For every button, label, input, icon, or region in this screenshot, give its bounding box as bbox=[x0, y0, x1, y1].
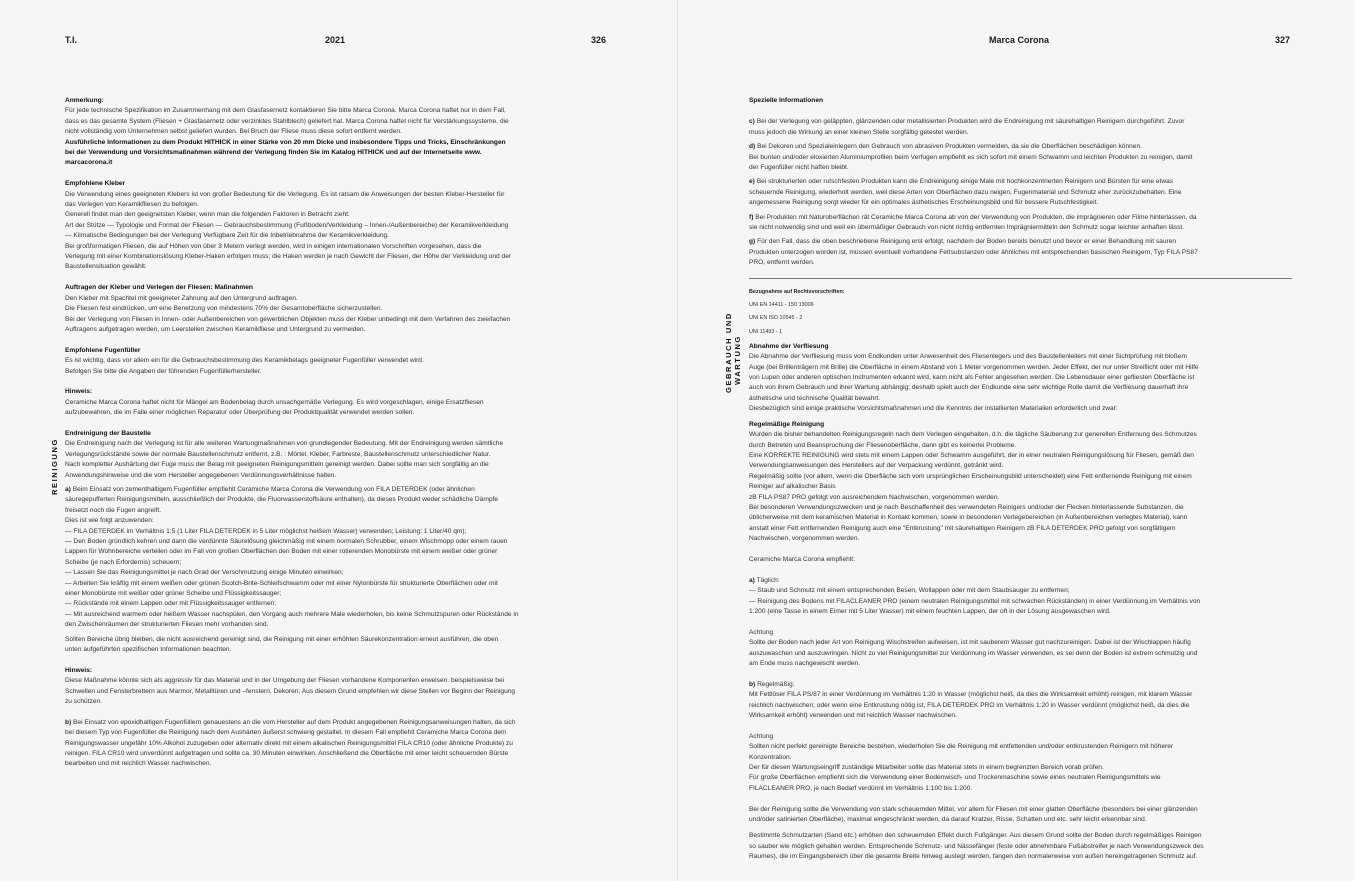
text-line: ästhetische und technische Qualität bewahrt. bbox=[749, 394, 881, 402]
scheuernd-block bbox=[749, 805, 1292, 826]
text-line: — FILA DETERDEK im Verhältnis 1:5 (1 Liter FILA DETERDEK in 5 Liter möglichst heißem Wasser) verwenden; Leistung: 1 Liter/40 qm); bbox=[65, 527, 467, 535]
text-line: bearbeiten und mit reichlich Wasser nachwischen. bbox=[65, 760, 212, 768]
text-line: Bei großformatigen Fliesen, die auf Höhen von über 3 Metern verlegt werden, wird in einigen internationalen Vorschriften vorgesehen, dass die bbox=[65, 242, 482, 250]
left-body bbox=[65, 96, 605, 770]
text-line-bold: marcacorona.it bbox=[65, 159, 113, 167]
text-line-bold: bei der Verwendung und Vorsichtsmaßnahmen während der Verlegung finden Sie im Katalog HITHICK und auf der Internetseite www. bbox=[65, 149, 482, 157]
hinweis-block bbox=[65, 387, 605, 418]
text-line: Sollten nicht perfekt gereinigte Bereiche bestehen, wiederholen Sie die Reinigung mit entfettenden und/oder entkrustenden Reinigern mit höherer bbox=[749, 743, 1174, 751]
text-line: Auftragens aufgetragen werden, um Leerstellen zwischen Keramikfliese und Untergrund zu vermeiden. bbox=[65, 325, 366, 333]
text-line: Auge (bei Brillenträgern mit Brille) die Oberfläche in einem Abstand von 1 Meter vorgenommen werden. Jeder Effekt, der nur unter Streiflicht oder mit Hilfe bbox=[749, 363, 1199, 371]
text-line: zB FILA PS87 PRO gefolgt von ausreichendem Nachwischen, vorgenommen werden. bbox=[749, 493, 1000, 501]
right-page bbox=[678, 0, 1355, 881]
text-line: am Ende muss nachgewischt werden. bbox=[749, 660, 861, 667]
text-line: bei diesem Typ von Fugenfüller die Reinigung nach dem Aushärten äußerst schwierig gestaltet. In diesem Fall empfiehlt Ceramiche Marca Corona dem bbox=[65, 729, 507, 737]
norm-line: UNI EN 14411 - 150 13006 bbox=[749, 302, 814, 309]
text-line: Eine KORREKTE REINIGUNG wird stets mit einem Lappen oder Schwamm ausgeführt, der in einer neutralen Reinigungslösung für Fliesen, gemäß den bbox=[749, 451, 1194, 459]
anmerkung-title: Anmerkung: bbox=[65, 97, 104, 104]
text-line bbox=[749, 237, 1292, 247]
text-span: Regelmäßig: bbox=[755, 680, 795, 688]
item-label: e) bbox=[749, 178, 755, 186]
text-line: so sauber wie möglich gehalten werden. Entsprechende Schmutz- und Nässefänger (feste oder abnehmbare Fußabstreifer je nach Verwendungszweck des bbox=[749, 842, 1204, 850]
header-brand: Marca Corona bbox=[989, 35, 1050, 45]
spezielle-title: Spezielle Informationen bbox=[749, 97, 824, 104]
text-line bbox=[749, 213, 1292, 223]
text-line: Nach kompletter Aushärtung der Fuge muss der Belag mit geeigneten Reinigungsmitteln gereinigt werden. Dabei sollte man sich sorgfältig an die bbox=[65, 461, 489, 469]
text-line: üblicherweise mit dem keramischen Material in Kontakt kommen, sowie in besonderen Verlegebereichen (in Außenbereichen verlegtes Material), kann bbox=[749, 514, 1188, 522]
item-label-a: a) bbox=[65, 485, 71, 493]
text-line: Die Fliesen fest eindrücken, um eine Benetzung von mindestens 70% der Gesamtoberfläche sicherzustellen. bbox=[65, 305, 383, 313]
item-label-b: b) bbox=[65, 718, 72, 726]
text-line bbox=[65, 718, 605, 728]
text-line: — Klimatische Bedingungen bei der Verlegung Verfügbare Zeit für die Inbetriebnahme der Keramikverkleidung. bbox=[65, 232, 390, 240]
text-line: — Reinigung des Bodens mit FILACLEANER PRO (einem neutralen Reinigungsmittel mit schwachen Rückständen) in einer Verdünnung im Verhältnis von bbox=[749, 597, 1201, 605]
item-label-b: b) bbox=[749, 680, 756, 688]
text-line: reichlich nachwischen; oder wenn eine Entkrustung nötig ist, FILA DETERDEK PRO im Verhältnis 1:20 in Wasser verdünnt (möglichst heiß, da dies die bbox=[749, 701, 1190, 709]
text-span: Bei der Verlegung von geläppten, glänzenden oder metallisierten Produkten wird die Endreinigung mit säurehaltigen Reinigern durchgeführt. Zuvor bbox=[754, 118, 1185, 126]
kleber-block bbox=[65, 179, 605, 273]
epoxid-block bbox=[65, 718, 605, 770]
text-span: Für den Fall, dass die oben beschriebene Reinigung erst erfolgt, nachdem der Boden bereits benutzt und bevor er einer Behandlung mit sauren bbox=[755, 238, 1177, 246]
kleber-title: Empfohlene Kleber bbox=[65, 180, 126, 188]
text-line: das Verlegen von Keramikfliesen zu befolgen. bbox=[65, 201, 199, 209]
text-line: Bei bunten und/oder eloxierten Aluminiumprofilen beim Verfugen empfiehlt es sich sofort mit einem Schwamm und leichten Produkten zu reinigen, damit bbox=[749, 153, 1193, 161]
text-line bbox=[749, 576, 1292, 586]
header-year: 2021 bbox=[325, 35, 346, 45]
text-span: Bei Dekoren und Spezialeinlegern den Gebrauch von abrasiven Produkten vermeiden, da sie die Oberflächen beschädigen können. bbox=[755, 143, 1142, 151]
endreinigung-title: Endreinigung der Baustelle bbox=[65, 429, 151, 437]
hinweis-title: Hinweis: bbox=[65, 666, 93, 674]
side-label-line: GEBRAUCH UND bbox=[724, 312, 733, 393]
text-line: Den Kleber mit Spachtel mit geeigneter Zahnung auf den Untergrund auftragen. bbox=[65, 294, 298, 302]
text-line: Sollte der Boden nach jeder Art von Reinigung Wischstreifen aufweisen, ist mit sauberem Wasser gut nachzureinigen. Dabei ist der Wischlappen häufig bbox=[749, 639, 1191, 647]
text-line: Der für diesen Wartungseingriff zuständige Mitarbeiter sollte das Material stets in einem begrenzten Bereich vorab prüfen. bbox=[749, 764, 1104, 772]
text-line: Sollten Bereiche übrig bleiben, die nicht ausreichend gereinigt sind, die Reinigung mit einer erhöhten Säurekonzentration erneut ausführen, die oben bbox=[65, 635, 499, 643]
header-page-number-left: 326 bbox=[591, 35, 607, 45]
text-line: Konzentration. bbox=[749, 753, 792, 761]
text-span: Bei Produkten mit Naturoberflächen rät Ceramiche Marca Corona ab von der Verwendung von Produkten, die imprägnieren oder Filme hinterlassen, da bbox=[753, 213, 1197, 221]
side-label-reinigung: REINIGUNG bbox=[50, 438, 59, 495]
achtung-title: Achtung bbox=[749, 628, 774, 636]
text-line: Diese Maßnahme könnte sich als aggressiv für das Material und in der Umgebung der Fliesen vorhandene Komponenten erweisen. beispielsweise bei bbox=[65, 677, 505, 685]
text-span: Bei Einsatz von epoxidhaltigen Fugenfüllern genauestens an die vom Hersteller auf dem Produkt angegebenen Reinigungsanweisungen halten, da sich bbox=[71, 718, 516, 726]
text-line: Anwendungshinweise und die vom Hersteller angegebenen Verdünnungsverhältnisse halten. bbox=[65, 471, 337, 479]
text-line: Nachwischen, vorgenommen werden. bbox=[749, 535, 860, 543]
bezug-block bbox=[749, 288, 1292, 336]
text-line: Generell findet man den geeignetsten Kleber, wenn man die folgenden Faktoren in Betracht zieht: bbox=[65, 211, 350, 219]
text-line: — Den Boden gründlich kehren und dann die verdünnte Säurelösung gleichmäßig mit einem normalen Schrubber, einem Wischmopp oder einem rauen bbox=[65, 537, 508, 545]
text-line: Bei besonderen Verwendungszwecken und je nach Beschaffenheit des verwendeten Reinigers und/oder der Flecken hinterlassende Substanzen, die bbox=[749, 503, 1184, 511]
text-line: PRO, entfernt werden. bbox=[749, 259, 815, 267]
text-line: reinigen. FILA CR10 wird unverdünnt aufgetragen und sollte ca. 30 Minuten einwirken. Anschließend die Oberfläche mit einer leicht scheuernden Bürste bbox=[65, 750, 509, 758]
item-e bbox=[749, 177, 1292, 208]
text-line: anstatt einer Fett entfernenden Reinigung auch eine "Entkrustung" mit säurehaltigen Reinigern zB FILA DETERDEK PRO gefolgt von sorgfältigem bbox=[749, 524, 1176, 532]
item-label: g) bbox=[749, 238, 756, 246]
right-body bbox=[749, 96, 1292, 863]
item-label: f) bbox=[749, 213, 754, 221]
regelmaessige-title: Regelmäßige Reinigung bbox=[749, 420, 825, 428]
text-line: dass es das gesamte System (Fliesen + Glasfasernetz oder verzinktes Stahlblech) geliefert hat. Marca Corona haftet nicht für Verstärkungssysteme, die bbox=[65, 117, 509, 125]
bezug-title: Bezugnahme auf Rechtsvorschriften: bbox=[749, 288, 845, 295]
text-line: Befolgen Sie bitte die Angaben der führenden Fugenfüllerhersteller. bbox=[65, 367, 262, 375]
text-line: einer Monobürste mit weißer oder grüner Scheibe und Flüssigkeitssauger; bbox=[65, 590, 282, 598]
text-line: 1:200 (eine Tasse in einem Eimer mit 5 Liter Wasser) mit einem feuchten Lappen, der oft in der Lösung ausgewaschen wird. bbox=[749, 607, 1111, 615]
text-line: Für große Oberflächen empfiehlt sich die Verwendung einer Bodenwisch- und Trockenmaschine sowie eines neutralen Reinigungsmittels wie bbox=[749, 774, 1161, 782]
item-label-a: a) bbox=[749, 576, 755, 584]
side-label-gebrauch bbox=[724, 312, 742, 393]
auftragen-title: Auftragen der Kleber und Verlegen der Fliesen: Maßnahmen bbox=[65, 284, 253, 292]
text-line: — Mit ausreichend warmem oder heißem Wasser nachspülen, den Vorgang auch mehrere Male wiederholen, bis keine Schmutzspuren oder Rückstände in bbox=[65, 610, 519, 618]
text-line-bold: Ausführliche Informationen zu dem Produkt HITHICK in einer Stärke von 20 mm Dicke und insbesondere Tipps und Tricks, Einschränkungen bbox=[65, 138, 506, 146]
text-line: Verlegungsrückstände sowie der normale Baustellenschmutz entfernt, z.B. : Mörtel, Kleber, Farbreste, Baustellenschmutz unterschiedlicher Natur. bbox=[65, 450, 491, 458]
text-line bbox=[749, 177, 1292, 187]
auftragen-block bbox=[65, 283, 605, 335]
text-line: Reiniger auf alkalischer Basis bbox=[749, 483, 836, 491]
text-line: aufzubewahren, die im Falle einer möglichen Reparatur oder Überprüfung der Produktqualität verwendet werden sollen. bbox=[65, 409, 415, 417]
text-line: auch von ihrem Gebrauch und ihrer Wartung abhängig; deshalb spielt auch der Endkunde eine sehr wichtige Rolle damit die Verfliesung dauerhaft ihre bbox=[749, 384, 1189, 392]
taeglich-block bbox=[749, 576, 1292, 618]
text-line: Die Endreinigung nach der Verlegung ist für alle weiteren Wartungmaßnahmen von grundlegender Bedeutung. Mit der Endreinigung werden sämtliche bbox=[65, 440, 504, 448]
text-line: durch Betreten und Beanspruchung der Fliesenoberfläche, dann gibt es keinerlei Probleme. bbox=[749, 441, 1017, 449]
text-line: Baustellensituation gewählt. bbox=[65, 263, 147, 271]
text-line: Bei der Verlegung von Fliesen in Innen- oder Außenbereichen von gewerblichen Objekten muss der Kleber unbedingt mit dem Verfahren des zweifachen bbox=[65, 315, 511, 323]
regelmaessige-block bbox=[749, 420, 1292, 566]
header-page-number-right: 327 bbox=[1275, 35, 1291, 45]
text-line: — Rückstände mit einem Lappen oder mit Flüssigkeitssauger entfernen; bbox=[65, 600, 277, 608]
schmutzarten-block bbox=[749, 831, 1292, 862]
text-line: Regelmäßig sollte (vor allem, wenn die Oberfläche sich vom ursprünglichen Erscheinungsbild unterscheidet) eine Fett entfernende Reinigung mit einem bbox=[749, 472, 1192, 480]
item-c bbox=[749, 117, 1292, 138]
fugenfueller-block bbox=[65, 346, 605, 377]
text-line: säuregepufferten Reinigungsmitteln, ausschließlich der Produkte, die Fluorwasserstoffsäure enthalten), da dieses Produkt weder schädliche Dämpfe bbox=[65, 496, 498, 504]
text-line bbox=[749, 680, 1292, 690]
text-line: Verwendungsanweisungen des Herstellers auf der Verpackung verdünnt, getränkt wird. bbox=[749, 462, 1004, 470]
text-line: Ceramiche Marca Corona empfiehlt: bbox=[749, 555, 855, 563]
text-line: freisetzt noch die Fugen angreift. bbox=[65, 506, 162, 514]
achtung-title: Achtung bbox=[749, 732, 774, 740]
text-line: Schwellen und Fensterbrettern aus Marmor, Metalltüren und –fenstern, Dekoren; Aus diesem Grund empfehlen wir diese Stellen vor Beginn der Reinigung bbox=[65, 687, 516, 695]
text-line: Verlegung mit einer Kombinationslösung Kleber-Haken erfolgen muss; die Haken werden je nach Gewicht der Fliesen, der Höhe der Verkleidung und der bbox=[65, 253, 512, 261]
endreinigung-block bbox=[65, 429, 605, 656]
text-line: Dies ist wie folgt anzuwenden: bbox=[65, 517, 154, 525]
text-line: angemessene Reinigung sorgt wieder für ein optimales ästhetisches Erscheinungsbild und für bessere Rutschfestigkeit. bbox=[749, 199, 1099, 207]
hinweis-title: Hinweis: bbox=[65, 388, 93, 396]
text-line: — Lassen Sie das Reinigungsmittel je nach Grad der Verschmutzung einige Minuten einwirken; bbox=[65, 569, 344, 577]
item-d bbox=[749, 142, 1292, 173]
text-line: unten aufgeführten spezifischen Informationen beachten. bbox=[65, 646, 232, 654]
text-span: Täglich: bbox=[754, 576, 780, 584]
text-line: nicht vollständig vom Unternehmen selbst geliefert wurden. Bei Bruch der Fliese muss diese sofort entfernt werden. bbox=[65, 128, 402, 136]
text-line bbox=[749, 117, 1292, 127]
text-line: Bestimmte Schmutzarten (Sand etc.) erhöhen den scheuernden Effekt durch Fußgänger. Aus diesem Grund sollte der Boden durch regelmäßiges Reinigen bbox=[749, 832, 1202, 840]
text-line: Lappen für Wohnbereiche verteilen oder im Fall von großen Oberflächen den Boden mit einer rotierenden Monobürste mit einem weißer oder grüner bbox=[65, 548, 498, 556]
text-line: Bei der Reinigung sollte die Verwendung von stark scheuernden Mittel, vor allem für Fliesen mit einer glatten Oberfläche (besonders bei einer glänzenden bbox=[749, 805, 1198, 813]
text-line bbox=[749, 142, 1292, 152]
text-line: — Staub und Schmutz mit einem entsprechenden Besen, Wollappen oder mit dem Staubsauger zu entfernen; bbox=[749, 587, 1070, 595]
text-line: muss jedoch die Wirkung an einer kleinen Stelle sorgfältig getestet werden. bbox=[749, 128, 969, 136]
norm-line: UNI EN ISO 10545 - 2 bbox=[749, 315, 803, 322]
text-line: — Arbeiten Sie kräftig mit einem weißen oder grünen Scotch-Brite-Schleifschwamm oder mit einer Nylonbürste für strukturierte Oberflächen oder mit bbox=[65, 579, 498, 587]
text-line: Ceramiche Marca Corona haftet nicht für Mängel am Bodenbelag durch unsachgemäße Verlegung. Es wird vorgeschlagen, einige Ersatzfliesen bbox=[65, 398, 484, 406]
text-line bbox=[65, 485, 605, 495]
text-line: den Zwischenräumen der strukturierten Fliesen mehr vorhanden sind. bbox=[65, 621, 269, 629]
item-label: c) bbox=[749, 118, 755, 126]
text-line: zu schützen. bbox=[65, 698, 103, 706]
text-line: Wirksamkeit erhöht) verwenden und mit reichlich Wasser nachwischen. bbox=[749, 712, 957, 720]
text-line: Mit Fettlöser FILA PS/87 in einer Verdünnung im Verhältnis 1:20 in Wasser (möglichst heiß, da dies die Wirksamkeit erhöht) reinigen, mit klarem Wasser bbox=[749, 691, 1193, 699]
header-section: T.I. bbox=[65, 35, 78, 45]
abnahme-title: Abnahme der Verfliesung bbox=[749, 342, 829, 350]
section-divider bbox=[749, 278, 1292, 279]
achtung-block-2 bbox=[749, 732, 1292, 794]
text-line: Scheibe (je nach Erfordernis) scheuern; bbox=[65, 558, 182, 566]
text-line: Für jede technische Spezifikation im Zusammenhang mit dem Glasfasernetz kontaktieren Sie bitte Marca Corona. Marca Corona haftet nur in dem Fall, bbox=[65, 107, 506, 115]
text-line: der Fugenfüller nicht haften bleibt. bbox=[749, 164, 849, 172]
left-page bbox=[0, 0, 677, 881]
text-line: FILACLEANER PRO, je nach Bedarf verdünnt im Verhältnis 1:100 bis 1:200. bbox=[749, 784, 973, 792]
item-f bbox=[749, 213, 1292, 234]
text-line: von Lupen oder anderen optischen Instrumenten erkannt wird, kann nicht als Fehler angesehen werden. Die Lebensdauer einer gefliesten Oberfläche ist bbox=[749, 374, 1195, 382]
text-line: Es ist wichtig, dass vor allem ein für die Gebrauchsbestimmung des Keramikbelags geeigneter Fugenfüller verwendet wird. bbox=[65, 357, 424, 365]
hinweis-block-2 bbox=[65, 666, 605, 708]
norm-line: UNI 11493 - 1 bbox=[749, 328, 783, 335]
regelmaessig-block bbox=[749, 680, 1292, 722]
text-line: Die Verwendung eines geeigneten Klebers ist von großer Bedeutung für die Verlegung. Es ist ratsam die Anweisungen der besten Kleber-Hersteller für bbox=[65, 190, 505, 198]
side-label-line: WARTUNG bbox=[733, 335, 742, 385]
text-line: Diesbezüglich sind einige praktische Vorsichtsmaßnahmen und die Kenntnis der installierten Materialien erforderlich und zwar: bbox=[749, 405, 1118, 413]
text-line: scheuernde Reinigung, wiederholt werden, weil diese Arten von Oberflächen dazu neigen, Fugenmaterial und Schmutz eher zurückzubehalten. Eine bbox=[749, 188, 1182, 196]
text-line: sie nicht notwendig sind und weil ein übermäßiger Gebrauch von nicht richtig entfernten Imprägniermitteln den Schmutz sogar leichter anhaften lässt. bbox=[749, 224, 1185, 232]
text-span: Beim Einsatz von zementhaltigem Fugenfüller empfiehlt Ceramiche Marca Corona die Verwendung von FILA DETERDEK (oder ähnlichen bbox=[70, 485, 475, 493]
text-line: Raumes), die im Eingangsbereich über die gesamte Breite hinweg auslegt werden, fangen den normalerweise von außen hereingetragenen Schmutz auf. bbox=[749, 853, 1198, 861]
text-line: Die Abnahme der Verfliesung muss vom Endkunden unter Anwesenheit des Fliesenlegers und des Baustellenleiters mit einer Sichtprüfung mit bloßem bbox=[749, 353, 1187, 361]
text-line: Produkten unterzogen worden ist, müssen eventuell vorhandene Fettsubstanzen oder ähnliches mit entsprechenden basischen Reinigern, Typ FILA PS87 bbox=[749, 248, 1198, 256]
abnahme-block bbox=[749, 342, 1292, 415]
anmerkung-block bbox=[65, 96, 605, 169]
text-line: auszuwaschen und auszuwringen. Nicht zu viel Reinigungsmittel zur Verdünnung im Wasser verwenden, es sei denn der Boden ist extrem schmutzig und bbox=[749, 649, 1198, 657]
item-g bbox=[749, 237, 1292, 268]
text-span: Bei strukturierten oder rutschfesten Produkten kann die Endreinigung einige Male mit hochkonzentrierten Reinigern und Bürsten für eine etwas bbox=[754, 178, 1174, 186]
text-line: und/oder satinierten Oberfläche), maximal eingeschränkt werden, da darauf Kratzer, Risse, Schatten und etc. sehr leicht erkennbar sind. bbox=[749, 816, 1147, 824]
spezielle-block bbox=[749, 96, 1292, 269]
text-line: Art der Stütze — Typologie und Format der Fliesen — Gebrauchsbestimmung (Fußboden/Verkleidung – Innen-/Außenbereiche) der Keramikverkleidung bbox=[65, 221, 509, 229]
text-line: Wurden die bisher behandelten Reinigungsregeln nach dem Verlegen eingehalten, d.h. die tägliche Säuberung zur generellen Entfernung des Schmutzes bbox=[749, 431, 1197, 439]
item-label: d) bbox=[749, 143, 756, 151]
fugenfueller-title: Empfohlene Fugenfüller bbox=[65, 346, 141, 354]
achtung-block bbox=[749, 628, 1292, 670]
text-line: Reinigungswasser ungefähr 10% Alkohol zuzugeben oder alternativ direkt mit einem alkalischen Reinigungsmittel FILA CR10 (oder ähnliche Produkte) zu bbox=[65, 739, 513, 747]
